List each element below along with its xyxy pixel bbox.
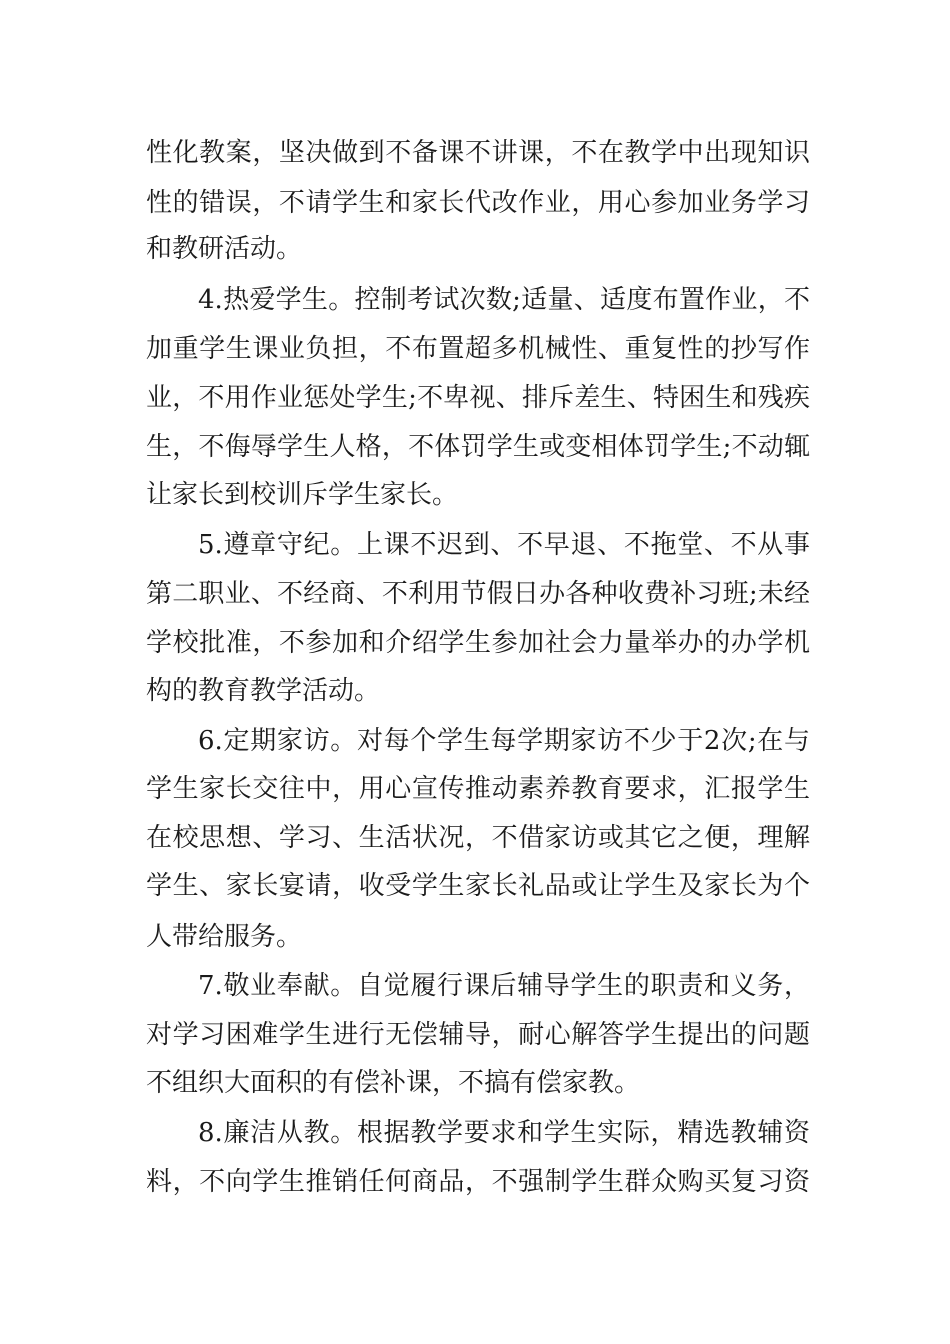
text-line: 业，不用作业惩处学生;不卑视、排斥差生、特困生和残疾: [146, 383, 810, 413]
text-line: 4.热爱学生。控制考试次数;适量、适度布置作业，不: [198, 285, 810, 315]
text-line: 料，不向学生推销任何商品，不强制学生群众购买复习资: [146, 1167, 810, 1197]
text-line: 第二职业、不经商、不利用节假日办各种收费补习班;未经: [146, 579, 810, 609]
text-line: 学生家长交往中，用心宣传推动素养教育要求，汇报学生: [146, 774, 810, 804]
text-line: 学校批准，不参加和介绍学生参加社会力量举办的办学机: [146, 628, 810, 658]
text-line: 人带给服务。: [146, 922, 303, 952]
text-line: 在校思想、学习、生活状况，不借家访或其它之便，理解: [146, 823, 810, 853]
text-line: 构的教育教学活动。: [146, 676, 381, 706]
text-line: 性化教案，坚决做到不备课不讲课，不在教学中出现知识: [146, 138, 810, 168]
text-line: 让家长到校训斥学生家长。: [146, 480, 459, 510]
text-line: 生，不侮辱学生人格，不体罚学生或变相体罚学生;不动辄: [146, 432, 810, 462]
text-line: 加重学生课业负担，不布置超多机械性、重复性的抄写作: [146, 334, 810, 364]
text-line: 对学习困难学生进行无偿辅导，耐心解答学生提出的问题: [146, 1020, 810, 1050]
text-line: 8.廉洁从教。根据教学要求和学生实际，精选教辅资: [198, 1118, 810, 1148]
text-line: 和教研活动。: [146, 234, 303, 264]
text-line: 性的错误，不请学生和家长代改作业，用心参加业务学习: [146, 188, 810, 218]
text-line: 6.定期家访。对每个学生每学期家访不少于2次;在与: [198, 726, 810, 756]
text-line: 7.敬业奉献。自觉履行课后辅导学生的职责和义务，: [198, 971, 810, 1001]
text-line: 5.遵章守纪。上课不迟到、不早退、不拖堂、不从事: [198, 530, 810, 560]
text-line: 不组织大面积的有偿补课，不搞有偿家教。: [146, 1068, 641, 1098]
text-line: 学生、家长宴请，收受学生家长礼品或让学生及家长为个: [146, 871, 810, 901]
